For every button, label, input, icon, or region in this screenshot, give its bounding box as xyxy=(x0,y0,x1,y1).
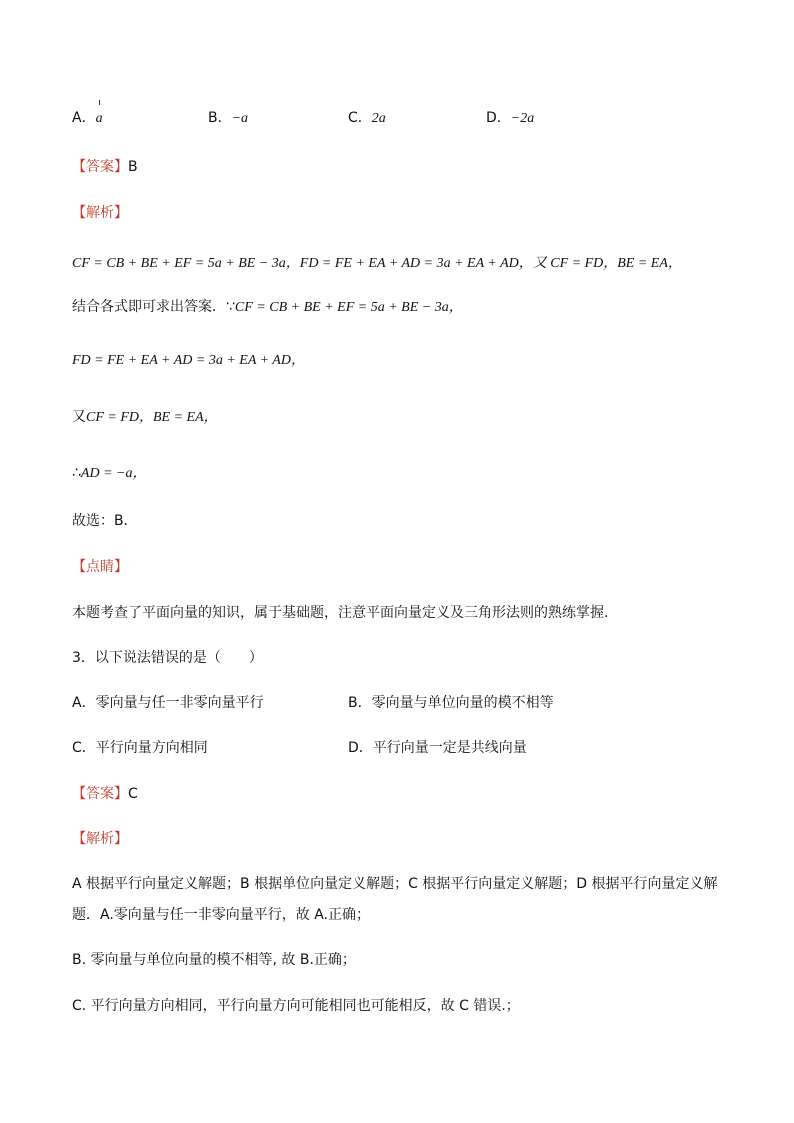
q3-stem: 3．以下说法错误的是（ ） xyxy=(72,650,263,666)
q3-option-a: A．零向量与任一非零向量平行 xyxy=(72,695,264,711)
option-label: C． xyxy=(348,110,372,126)
q3-answer xyxy=(72,784,138,804)
q2-answer xyxy=(72,157,138,177)
q2-analysis-line2 xyxy=(72,297,463,318)
answer-label: 【答案】 xyxy=(72,159,128,175)
q2-option-a xyxy=(72,108,103,129)
q2-analysis-conclusion: 故选：B． xyxy=(72,513,138,529)
option-label: D． xyxy=(486,110,511,126)
q3-analysis-line1: A 根据平行向量定义解题；B 根据单位向量定义解题；C 根据平行向量定义解题；D 根据平行向量定义解 xyxy=(72,876,718,892)
answer-value: C xyxy=(128,786,138,802)
q2-option-d xyxy=(486,108,534,129)
q2-analysis-line4 xyxy=(72,407,218,428)
q2-comment-text: 本题考查了平面向量的知识，属于基础题，注意平面向量定义及三角形法则的熟练掌握． xyxy=(72,605,618,621)
q2-analysis-line3: FD = FE + EA + AD = 3a + EA + AD， xyxy=(72,353,305,368)
option-label: B． xyxy=(208,110,232,126)
q3-analysis-line4: C. 平行向量方向相同，平行向量方向可能相同也可能相反，故 C 错误.； xyxy=(72,998,520,1014)
analysis-text: 结合各式即可求出答案．∵ xyxy=(72,299,235,315)
option-math: −a xyxy=(231,111,249,126)
q2-analysis-line1: CF = CB + BE + EF = 5a + BE − 3a，FD = FE + EA + AD = 3a + EA + AD，又 CF = FD，BE = EA， xyxy=(72,256,682,271)
option-label: A． xyxy=(72,110,96,126)
analysis-prefix: 又 xyxy=(72,409,86,425)
q2-analysis-line5 xyxy=(72,463,146,484)
q2-analysis-label: 【解析】 xyxy=(72,205,128,221)
q3-option-b: B．零向量与单位向量的模不相等 xyxy=(348,695,554,711)
q3-analysis-line2: 题．A.零向量与任一非零向量平行，故 A.正确； xyxy=(72,907,371,923)
analysis-math: AD = −a， xyxy=(80,466,147,481)
q3-option-d: D．平行向量一定是共线向量 xyxy=(348,740,527,756)
q3-analysis-line3: B. 零向量与单位向量的模不相等, 故 B.正确； xyxy=(72,952,356,968)
option-math: −2a xyxy=(510,111,535,126)
q2-option-c xyxy=(348,108,386,129)
q3-option-c: C．平行向量方向相同 xyxy=(72,740,208,756)
answer-label: 【答案】 xyxy=(72,786,128,802)
option-math: a xyxy=(96,109,103,129)
q2-comment-label: 【点睛】 xyxy=(72,559,128,575)
q3-analysis-label: 【解析】 xyxy=(72,831,128,847)
q2-option-b xyxy=(208,108,248,129)
analysis-math: CF = CB + BE + EF = 5a + BE − 3a， xyxy=(234,300,463,315)
answer-value: B xyxy=(128,159,138,175)
analysis-prefix: ∴ xyxy=(72,465,81,481)
option-math: 2a xyxy=(371,111,386,126)
analysis-math: CF = FD，BE = EA， xyxy=(86,410,218,425)
